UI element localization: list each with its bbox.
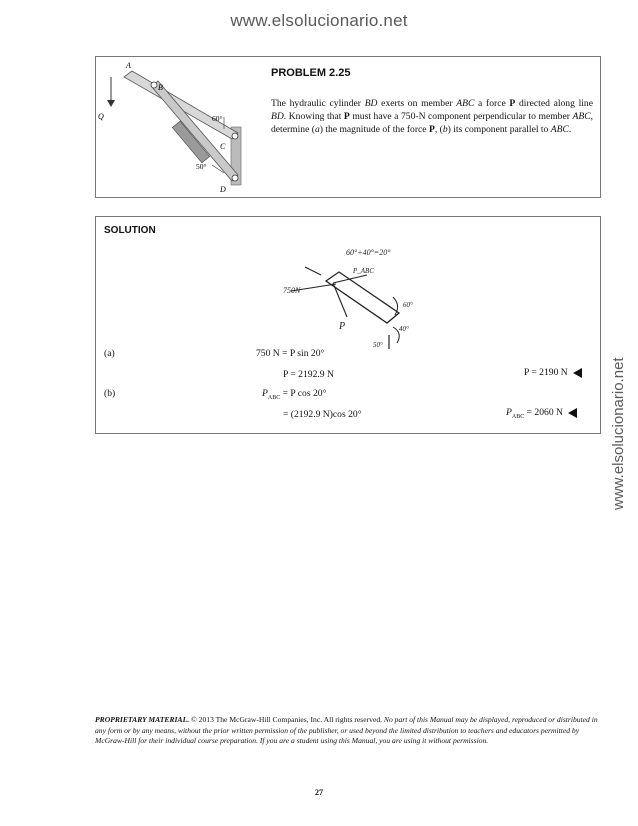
label-50: 50° — [196, 162, 207, 171]
sketch-dash — [305, 267, 321, 275]
watermark-side: www.elsolucionario.net — [610, 357, 627, 510]
pin-b — [151, 82, 157, 88]
sketch-750: 750N — [283, 286, 301, 295]
label-a: A — [126, 61, 131, 70]
solution-box — [95, 216, 601, 434]
label-60: 60° — [212, 114, 223, 123]
sketch-p-label: P — [339, 321, 346, 332]
sketch-pabc-label: P_ABC — [353, 267, 374, 275]
sketch-60: 60° — [403, 301, 413, 309]
problem-figure — [96, 57, 266, 197]
part-b-label: (b) — [104, 388, 116, 399]
label-c: C — [220, 142, 226, 151]
pin-c — [232, 133, 238, 139]
eq-b1: $P_{ABC} = P$ cos 20° — [262, 388, 327, 401]
sketch-pabc — [333, 275, 367, 283]
sketch-50: 50° — [373, 341, 383, 349]
sketch-40: 40° — [399, 325, 409, 333]
solution-title: SOLUTION — [104, 225, 156, 236]
solution-sketch — [281, 239, 461, 351]
label-q: Q — [98, 112, 104, 121]
sketch-force-p — [333, 283, 347, 317]
eq-a2: P = 2192.9 N — [283, 369, 334, 380]
watermark-top: www.elsolucionario.net — [230, 11, 408, 30]
eq-a1: 750 N = P sin 20° — [256, 348, 325, 359]
answer-marker-icon — [568, 408, 577, 418]
pin-d — [232, 175, 238, 181]
q-arrow-head — [107, 100, 115, 107]
part-a-label: (a) — [104, 348, 115, 359]
sketch-top-label: 60°+40°=20° — [346, 248, 391, 257]
answer-a: P = 2190 N — [524, 367, 582, 378]
page-number: 27 — [315, 788, 323, 797]
problem-box — [95, 56, 601, 198]
label-b: B — [158, 83, 163, 92]
answer-b: $P_{ABC} = 2060$ N — [506, 407, 577, 420]
problem-text: The hydraulic cylinder BD exerts on member ABC a force P directed along line BD. Knowing that P must have a 750-N component perpendicular to member ABC, determine (a) the magnitude of the force P, (b) its component parallel to ABC. — [271, 98, 593, 135]
footer-notice: PROPRIETARY MATERIAL. © 2013 The McGraw-Hill Companies, Inc. All rights reserved. No part of this Manual may be displayed, reproduced or distributed in any form or by any means, without the prior written permission of the publisher, or used beyond the limited distribution to teachers and educators permitted by McGraw-Hill for their individual course preparation. If you are a student using this Manual, you are using it without permission. — [95, 715, 598, 745]
answer-marker-icon — [573, 368, 582, 378]
label-d: D — [220, 185, 226, 194]
eq-b2: = (2192.9 N)cos 20° — [283, 409, 362, 420]
problem-title: PROBLEM 2.25 — [271, 67, 351, 79]
sketch-arc-60 — [393, 297, 398, 315]
sketch-member — [326, 272, 399, 323]
